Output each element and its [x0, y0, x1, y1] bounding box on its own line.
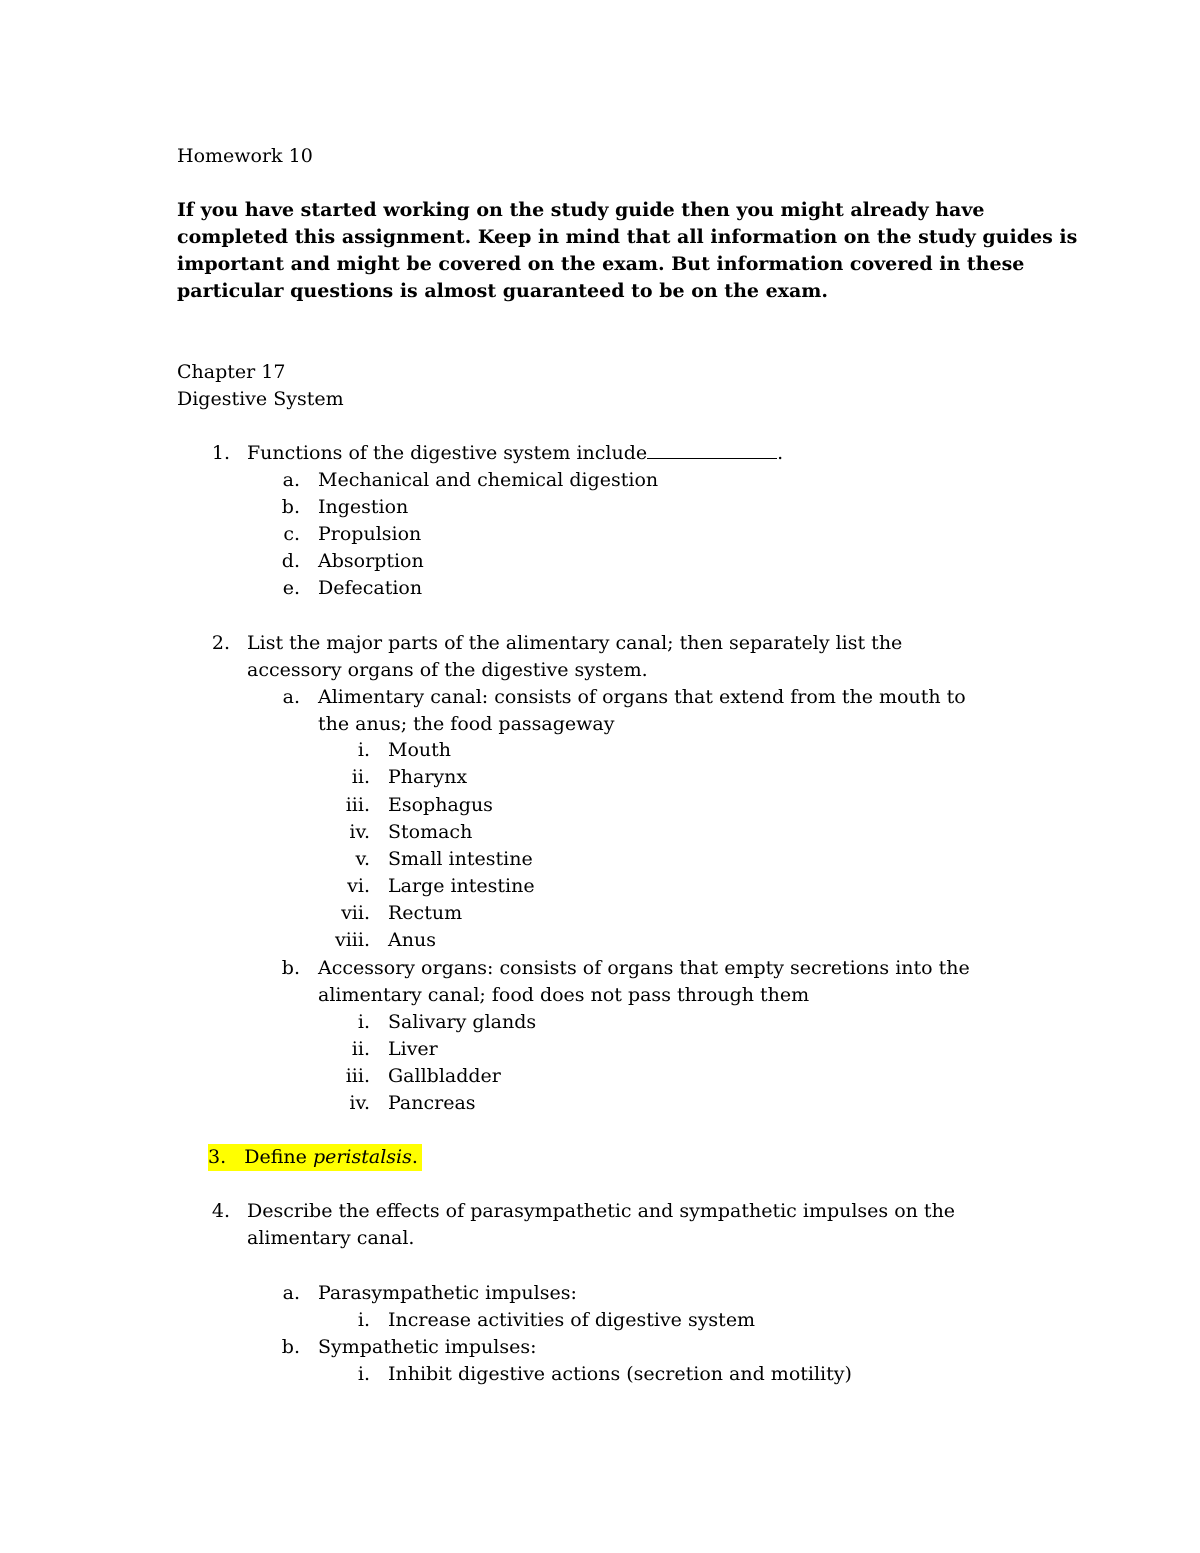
q1-option: Defecation — [318, 577, 423, 599]
q2a-item-marker: vi. — [347, 875, 370, 897]
q1-text-after: . — [777, 442, 784, 464]
chapter-number: Chapter 17 — [177, 361, 286, 383]
q1-option-marker: c. — [283, 523, 300, 545]
q3-text-before: Define — [244, 1146, 313, 1168]
q2a-item-marker: vii. — [341, 902, 370, 924]
q4b-item-marker: i. — [357, 1363, 370, 1385]
q2b-text-line-2: alimentary canal; food does not pass through them — [318, 984, 810, 1006]
q2b-text-line-1: Accessory organs: consists of organs that empty secretions into the — [318, 957, 970, 979]
q3-text-after: . — [411, 1146, 418, 1168]
q1-text — [247, 440, 783, 467]
q3-number: 3. — [208, 1146, 227, 1168]
q4b-text: Sympathetic impulses: — [318, 1336, 537, 1358]
q2a-text-line-2: the anus; the food passageway — [318, 713, 615, 735]
q1-option: Absorption — [318, 550, 424, 572]
q2b-marker: b. — [281, 957, 300, 979]
q4a-text: Parasympathetic impulses: — [318, 1282, 577, 1304]
q1-option: Ingestion — [318, 496, 409, 518]
q2b-item: Pancreas — [388, 1092, 476, 1114]
q4-text-line-1: Describe the effects of parasympathetic and sympathetic impulses on the — [247, 1200, 956, 1222]
q2a-item: Large intestine — [388, 875, 535, 897]
intro-line-4: particular questions is almost guaranteed to be on the exam. — [177, 280, 829, 302]
chapter-name: Digestive System — [177, 388, 344, 410]
q2-number: 2. — [211, 632, 230, 654]
q2b-item-marker: ii. — [351, 1038, 370, 1060]
intro-line-3: important and might be covered on the exam. But information covered in these — [177, 253, 1025, 275]
q1-option-marker: e. — [282, 577, 300, 599]
q2b-item: Salivary glands — [388, 1011, 537, 1033]
q1-option-marker: d. — [281, 550, 300, 572]
q3-highlighted-question — [208, 1144, 422, 1171]
q4a-marker: a. — [282, 1282, 300, 1304]
q4b-item: Inhibit digestive actions (secretion and motility) — [388, 1363, 852, 1385]
q1-option-marker: b. — [281, 496, 300, 518]
q2a-item-marker: v. — [355, 848, 370, 870]
q3-term: peristalsis — [312, 1146, 412, 1168]
q2a-item-marker: ii. — [351, 766, 370, 788]
q2b-item: Gallbladder — [388, 1065, 501, 1087]
q2a-marker: a. — [282, 686, 300, 708]
intro-line-2: completed this assignment. Keep in mind that all information on the study guides is — [177, 226, 1078, 248]
document-title: Homework 10 — [177, 145, 313, 167]
q2a-item: Rectum — [388, 902, 463, 924]
q1-answer-blank — [647, 440, 777, 459]
q4-text-line-2: alimentary canal. — [247, 1227, 415, 1249]
q2a-item-marker: iii. — [345, 794, 370, 816]
q1-option-marker: a. — [282, 469, 300, 491]
q4-number: 4. — [211, 1200, 230, 1222]
q1-option: Propulsion — [318, 523, 422, 545]
q2b-item-marker: iv. — [349, 1092, 370, 1114]
q1-number: 1. — [211, 442, 230, 464]
q2b-item-marker: i. — [357, 1011, 370, 1033]
q2b-item: Liver — [388, 1038, 438, 1060]
q2a-item: Pharynx — [388, 766, 468, 788]
q2-text-line-2: accessory organs of the digestive system. — [247, 659, 648, 681]
q2a-item-marker: iv. — [349, 821, 370, 843]
q2a-item-marker: i. — [357, 739, 370, 761]
q4b-marker: b. — [281, 1336, 300, 1358]
q1-text-before: Functions of the digestive system include — [247, 442, 648, 464]
q4a-item-marker: i. — [357, 1309, 370, 1331]
q2a-item: Esophagus — [388, 794, 493, 816]
q2a-item: Small intestine — [388, 848, 533, 870]
q2a-item: Anus — [388, 929, 436, 951]
q2a-text-line-1: Alimentary canal: consists of organs that extend from the mouth to — [318, 686, 966, 708]
q4a-item: Increase activities of digestive system — [388, 1309, 756, 1331]
q2-text-line-1: List the major parts of the alimentary canal; then separately list the — [247, 632, 903, 654]
q2a-item: Stomach — [388, 821, 473, 843]
q1-option: Mechanical and chemical digestion — [318, 469, 659, 491]
q2a-item-marker: viii. — [334, 929, 370, 951]
q2a-item: Mouth — [388, 739, 452, 761]
intro-line-1: If you have started working on the study guide then you might already have — [177, 199, 985, 221]
q2b-item-marker: iii. — [345, 1065, 370, 1087]
